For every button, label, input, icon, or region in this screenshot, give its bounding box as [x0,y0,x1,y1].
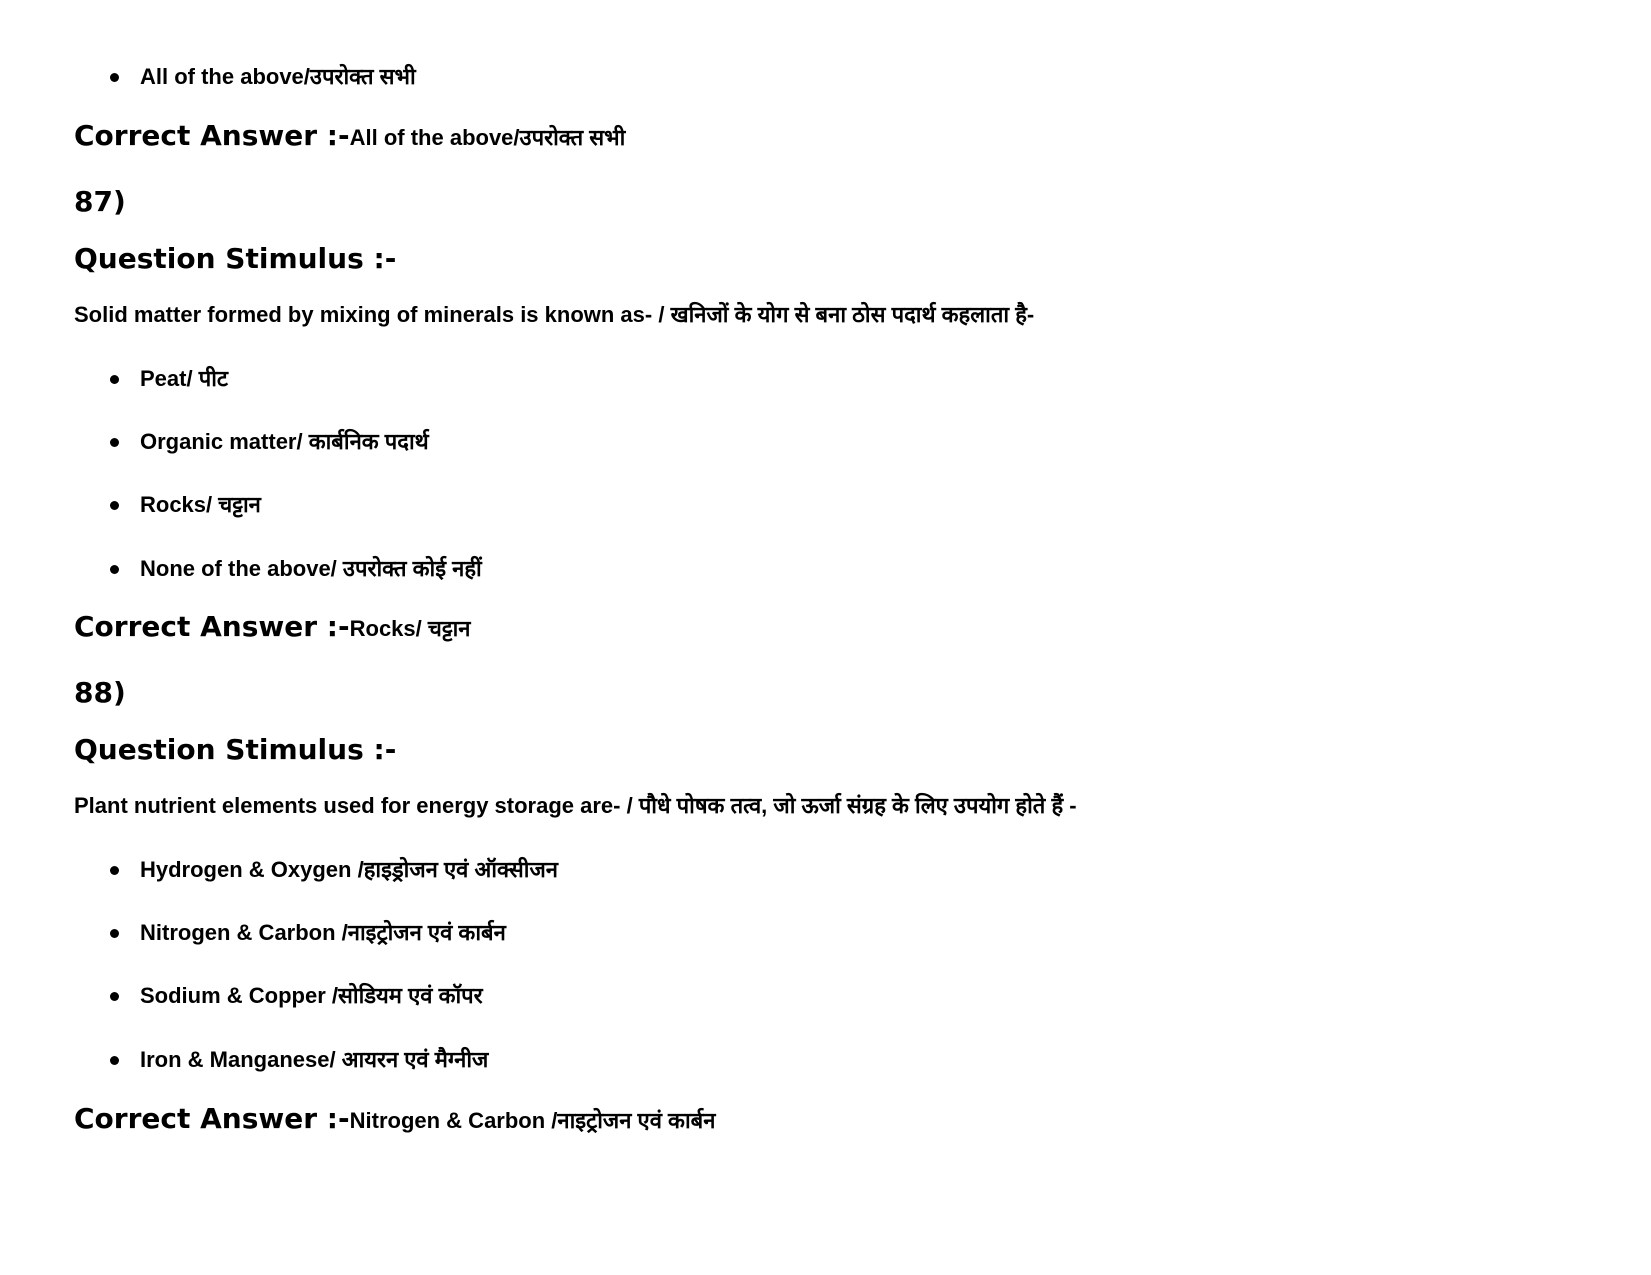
correct-answer-label: Correct Answer :- [74,610,350,643]
correct-answer [74,118,625,159]
option-text: Organic matter/ कार्बनिक पदार्थ [140,429,429,454]
correct-answer-value: Rocks/ चट्टान [349,616,471,641]
correct-answer-label: Correct Answer :- [74,1102,350,1135]
option-item [140,364,228,394]
correct-answer [74,1101,715,1142]
bullet-icon [110,992,119,1001]
option-item [140,1045,488,1075]
option-text: Peat/ पीट [140,366,228,391]
bullet-icon [110,438,119,447]
option-item [140,981,483,1011]
option-text: None of the above/ उपरोक्त कोई नहीं [140,556,482,581]
option-item [140,62,416,92]
option-text: Hydrogen & Oxygen /हाइड्रोजन एवं ऑक्सीजन [140,857,558,882]
bullet-icon [110,565,119,574]
question-number: 88) [74,676,126,709]
correct-answer-label: Correct Answer :- [74,119,350,152]
question-stimulus-label: Question Stimulus :- [74,733,397,766]
option-text: Sodium & Copper /सोडियम एवं कॉपर [140,983,483,1008]
option-text: All of the above/उपरोक्त सभी [140,64,416,89]
correct-answer-value: All of the above/उपरोक्त सभी [349,125,626,150]
question-number: 87) [74,185,126,218]
option-text: Rocks/ चट्टान [140,492,261,517]
option-item [140,855,558,885]
option-item [140,490,261,520]
option-text: Nitrogen & Carbon /नाइट्रोजन एवं कार्बन [140,920,506,945]
bullet-icon [110,375,119,384]
bullet-icon [110,73,119,82]
option-item [140,427,429,457]
question-text: Solid matter formed by mixing of minerals is known as- / खनिजों के योग से बना ठोस पदार्थ कहलाता है- [74,302,1035,327]
question-stimulus-label: Question Stimulus :- [74,242,397,275]
bullet-icon [110,1056,119,1065]
bullet-icon [110,929,119,938]
option-item [140,918,506,948]
correct-answer-value: Nitrogen & Carbon /नाइट्रोजन एवं कार्बन [349,1108,716,1133]
option-text: Iron & Manganese/ आयरन एवं मैग्नीज [140,1047,489,1072]
question-text: Plant nutrient elements used for energy storage are- / पौधे पोषक तत्व, जो ऊर्जा संग्रह के लिए उपयोग होते हैं - [74,793,1077,818]
bullet-icon [110,866,119,875]
option-item [140,554,482,584]
bullet-icon [110,501,119,510]
correct-answer [74,609,471,650]
